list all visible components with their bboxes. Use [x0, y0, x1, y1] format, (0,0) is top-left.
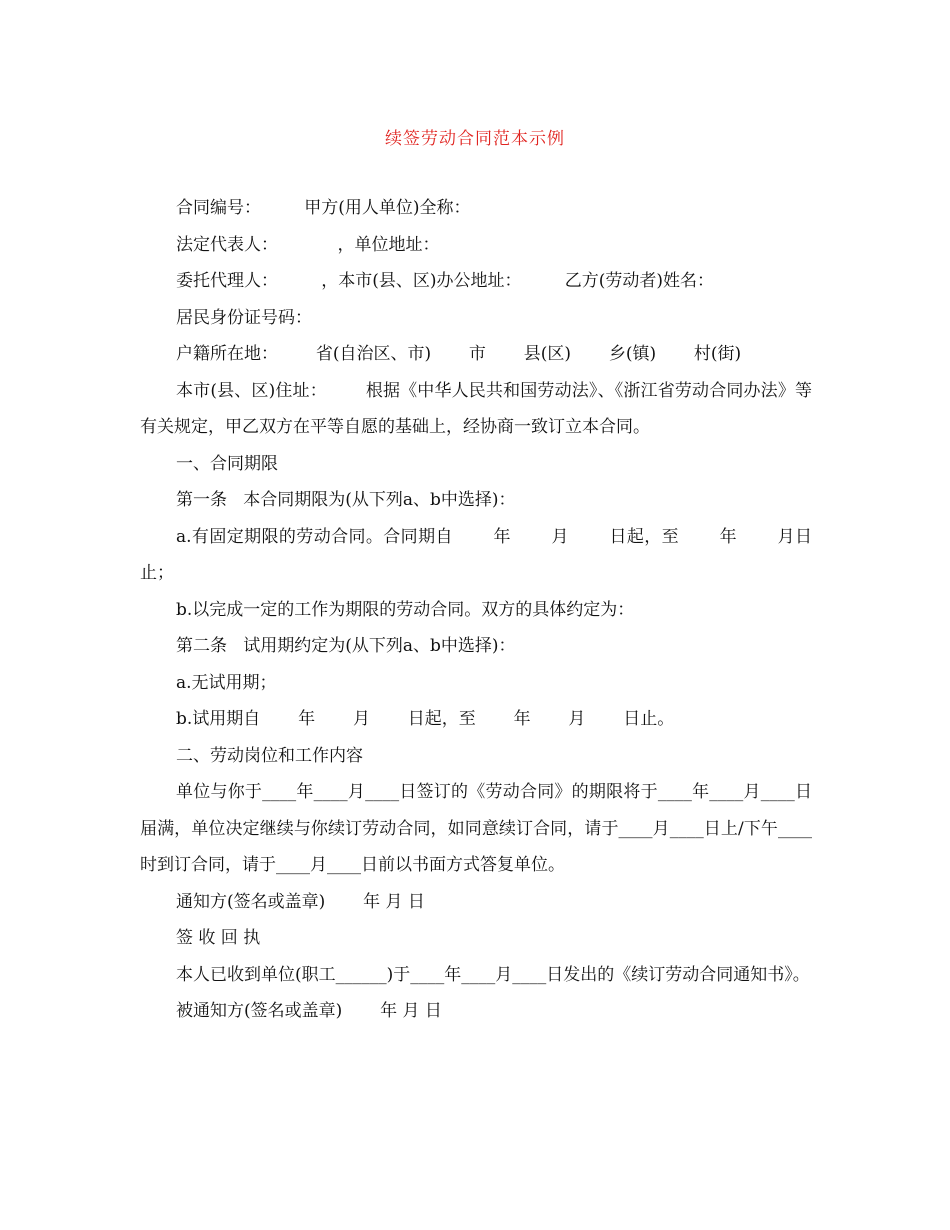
receipt-heading: 签 收 回 执: [176, 928, 261, 948]
renewal-notice-paragraph: 单位与你于____年____月____日签订的《劳动合同》的期限将于____年____月____日届满，单位决定继续与你续订劳动合同，如同意续订合同，请于____月____日上/下午____时到订合同，请于____月____日前以书面方式答复单位。: [140, 782, 812, 875]
article-one: 第一条 本合同期限为(从下列a、b中选择)：: [176, 490, 516, 510]
notifier-signature-line: 通知方(签名或盖章) 年 月 日: [176, 891, 425, 912]
article-one-option-b: b.以完成一定的工作为期限的劳动合同。双方的具体约定为：: [176, 599, 635, 620]
agent-address-line: 委托代理人： ，本市(县、区)办公地址： 乙方(劳动者)姓名：: [176, 271, 714, 291]
residence-and-basis-paragraph: 本市(县、区)住址： 根据《中华人民共和国劳动法》、《浙江省劳动合同办法》等有关规定，甲乙双方在平等自愿的基础上，经协商一致订立本合同。: [140, 380, 812, 437]
household-registration-line: 户籍所在地： 省(自治区、市) 市 县(区) 乡(镇) 村(街): [176, 344, 742, 364]
section-heading-job-content: 二、劳动岗位和工作内容: [176, 745, 363, 766]
section-heading-contract-term: 一、合同期限: [176, 453, 278, 474]
article-two-option-b: b.试用期自 年 月 日起，至 年 月 日止。: [176, 709, 675, 729]
article-two-option-a: a.无试用期；: [176, 672, 277, 693]
legal-representative-line: 法定代表人： ，单位地址：: [176, 234, 440, 255]
article-two: 第二条 试用期约定为(从下列a、b中选择)：: [176, 636, 516, 656]
contract-number-line: 合同编号： 甲方(用人单位)全称：: [176, 198, 471, 218]
notified-party-signature-line: 被通知方(签名或盖章) 年 月 日: [176, 1001, 442, 1021]
receipt-confirmation-paragraph: 本人已收到单位(职工______)于____年____月____日发出的《续订劳动合同通知书》。: [176, 964, 810, 985]
id-number-line: 居民身份证号码：: [176, 307, 312, 328]
document-body: [140, 190, 812, 1030]
article-one-option-a: a.有固定期限的劳动合同。合同期自 年 月 日起，至 年 月日止；: [140, 526, 812, 583]
document-title: 续签劳动合同范本示例: [385, 129, 565, 149]
